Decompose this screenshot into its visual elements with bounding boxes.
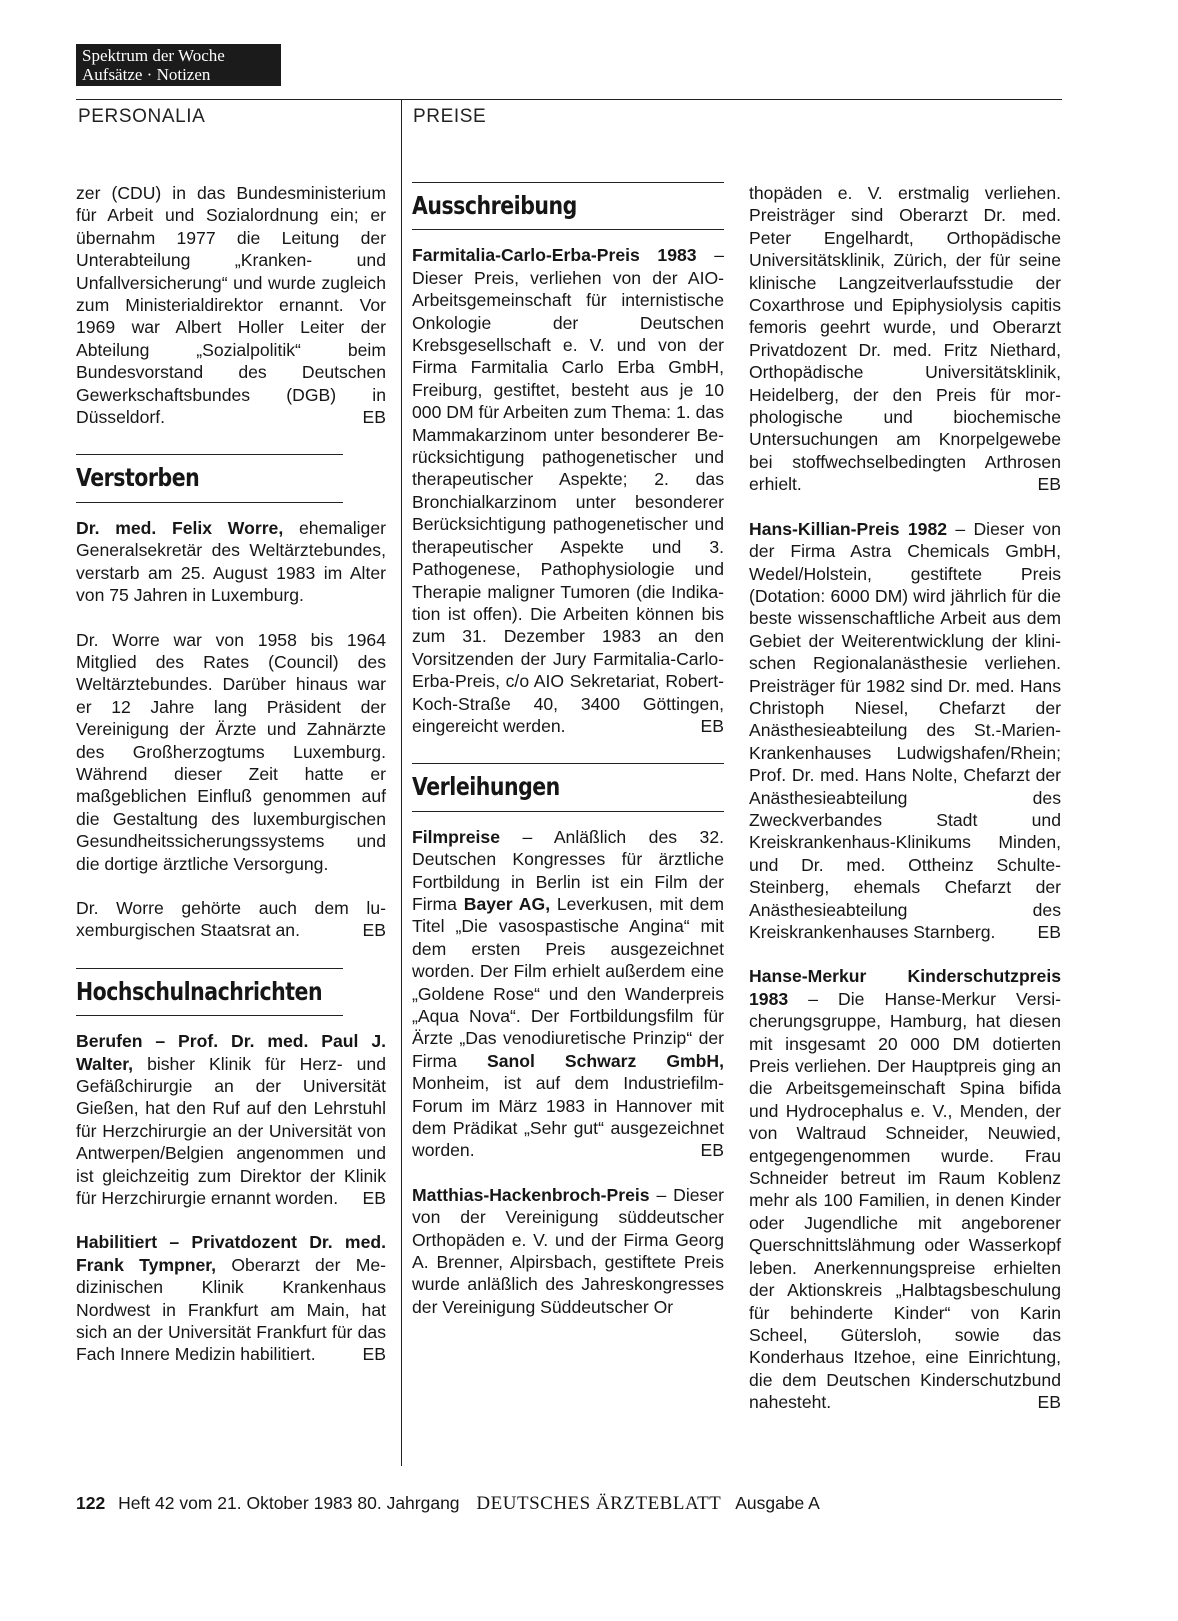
column-2 [412, 182, 724, 1340]
section-label-personalia: PERSONALIA [78, 106, 206, 127]
heading-rule [412, 229, 724, 230]
heading-text: Verstorben [76, 463, 200, 493]
section-heading-verstorben [76, 454, 343, 502]
author-sign: EB [1037, 474, 1061, 495]
article-paragraph [76, 1231, 386, 1365]
column-1 [76, 182, 386, 1388]
paragraph-lead: Habilitiert – Privatdozent Dr. med. Frank Tympner, [76, 1232, 386, 1275]
article-paragraph [76, 629, 386, 875]
article-paragraph [412, 244, 724, 737]
paragraph-text: – Anläßlich des 32. Deutschen Kongresses für ärztliche Fortbildung in Berlin ist ein Film der Firma [412, 826, 724, 914]
paragraph-lead: Matthias-Hackenbroch-Preis [412, 1184, 650, 1205]
author-sign: EB [700, 1140, 724, 1161]
paragraph-lead: Filmpreise [412, 826, 501, 847]
article-paragraph [76, 897, 386, 942]
article-paragraph [749, 965, 1061, 1413]
column-3 [749, 182, 1061, 1436]
heading-rule [76, 502, 343, 503]
article-paragraph [749, 182, 1061, 496]
section-heading-verleihungen [412, 763, 724, 811]
paragraph-lead: Hans-Killian-Preis 1982 [749, 518, 948, 539]
masthead-line-2: Aufsätze · Notizen [82, 65, 211, 84]
paragraph-text: – Dieser von der Vereinigung süddeutscher Orthopäden e. V. und der Firma Georg A. Brenner, Alpirsbach, gestiftete Preis wurde anläßlich des Jahreskongresses der Vereinigung Süddeutscher Or [412, 1184, 724, 1317]
paragraph-text: ehemaliger Generalsekretär des Weltärztebundes, verstarb am 25. August 1983 im Alter von 75 Jahren in Luxemburg. [76, 517, 386, 606]
company-name: Bayer AG, [463, 893, 551, 914]
paragraph-text: Oberarzt der Medizinischen Klinik Krankenhaus Nordwest in Frankfurt am Main, hat sich an der Universität Frankfurt für das Fach Innere Medizin habilitiert. [76, 1254, 386, 1365]
heading-rule [76, 1015, 343, 1016]
author-sign: EB [700, 715, 724, 736]
paragraph-text: Monheim, ist auf dem Industriefilm-Forum im März 1983 in Hannover mit dem Prädikat „Sehr gut“ ausgezeichnet worden. [412, 1073, 724, 1161]
paragraph-lead: Hanse-Merkur Kinderschutzpreis 1983 [749, 966, 1061, 1009]
author-sign: EB [1037, 922, 1061, 942]
paragraph-text: – Dieser Preis, verliehen von der AIO-Arbeitsgemeinschaft für internistische Onkologie der Deutschen Krebsgesellschaft e. V. und von der Firma Farmitalia Carlo Erba GmbH, Freiburg, gestiftet, besteht aus je 10 000 DM für Arbeiten zum Thema: 1. das Mammakarzinom unter besonderer Berücksichtigung pathogenetischer und therapeutischer Aspekte; 2. das Bronchialkarzinom unter besonderer Berücksichtigung pathogenetischer und therapeutischer Aspekte und 3. Pathogenese, Pathophysiologie und Therapie maligner Tumoren (die Indikation ist offen). Die Arbeiten können bis zum 31. Dezember 1983 an den Vorsitzenden der Jury Farmitalia-Carlo-Erba-Preis, c/o AIO Sekretariat, Robert-Koch-Straße 40, 3400 Göttingen, eingereicht werden. [412, 245, 724, 736]
paragraph-text: – Dieser von der Firma Astra Chemicals GmbH, Wedel/Holstein, gestiftete Preis (Dotation: 6000 DM) wird jährlich für die beste wissenschaftliche Arbeit aus dem Gebiet der Weiterentwicklung der klinischen Regionalanästhesie verliehen. Preisträger für 1982 sind Dr. med. Hans Christoph Niesel, Chefarzt der Anästhesieabteilung des St.-Marien-Krankenhauses Ludwigshafen/Rhein; Prof. Dr. med. Hans Nolte, Chefarzt der Anästhesieabteilung des Zweckverbandes Stadt und Kreiskrankenhaus-Klinikums Minden, und Dr. med. Ottheinz Schulte-Steinberg, ehemals Chefarzt der Anästhesieabteilung des Kreiskrankenhauses Starnberg. [749, 518, 1061, 942]
header-rule [76, 99, 1062, 100]
article-paragraph [76, 1030, 386, 1209]
paragraph-lead: Dr. med. Felix Worre, [76, 517, 284, 538]
author-sign: EB [362, 407, 386, 428]
column-divider [401, 99, 402, 1466]
article-paragraph [76, 517, 386, 607]
company-name: Sanol Schwarz GmbH, [486, 1050, 724, 1071]
paragraph-text: zer (CDU) in das Bundesministerium für Arbeit und Sozialordnung ein; er übernahm 1977 die Leitung der Unterabteilung „Kranken- und Unfallversicherung“ und wurde zugleich zum Ministerialdirektor ernannt. Vor 1969 war Albert Holler Leiter der Abteilung „Sozialpolitik“ beim Bundesvorstand des Deutschen Gewerkschaftsbundes (DGB) in Düsseldorf. [76, 183, 386, 428]
paragraph-text: – Die Hanse-Merkur Versicherungsgruppe, Hamburg, hat diesen mit insgesamt 20 000 DM dotierten Preis verliehen. Der Hauptpreis ging an die Arbeitsgemeinschaft Spina bifida und Hydrocephalus e. V., Menden, der von Waltraud Schneider, Neuwied, entgegengenommen wurde. Frau Schneider betreut im Raum Koblenz mehr als 100 Familien, in denen Kinder oder Jugendliche mit angeborener Querschnittslähmung oder Wasserkopf leben. Anerkennungspreise erhielten der Aktionskreis „Halbtagsbeschulung für behinderte Kinder“ von Karin Scheel, Gütersloh, sowie das Konderhaus Itzehoe, eine Einrichtung, die dem Deutschen Kinderschutzbund nahesteht. [749, 988, 1061, 1413]
heading-text: Ausschreibung [412, 191, 577, 220]
article-paragraph [412, 1184, 724, 1318]
masthead-line-1: Spektrum der Woche [82, 46, 225, 65]
journal-name: DEUTSCHES ÄRZTEBLATT [476, 1493, 722, 1514]
article-paragraph [749, 518, 1061, 944]
paragraph-text: Leverkusen, mit dem Titel „Die vasospastische Angina“ mit dem ersten Preis ausgezeichnet worden. Der Film erhielt außerdem eine „Goldene Rose“ und den Wanderpreis „Aqua Nova“. Der Fortbildungsfilm für Ärzte „Das venodiuretische Prinzip“ der Firma [412, 893, 724, 1071]
heading-rule [412, 811, 724, 812]
paragraph-text: Dr. Worre war von 1958 bis 1964 Mitglied des Rates (Council) des Weltärztebundes. Darüber hinaus war er 12 Jahre lang Präsident der Vereinigung der Ärzte und Zahnärzte des Großherzogtums Luxemburg. Während dieser Zeit hatte er maßgeblichen Einfluß genommen auf die Gestaltung des luxemburgischen Gesundheitssicherungssystems und die dortige ärztliche Versorgung. [76, 629, 386, 874]
article-paragraph [76, 182, 386, 428]
author-sign: EB [362, 1344, 386, 1365]
section-heading-ausschreibung [412, 182, 724, 230]
issue-info: Heft 42 vom 21. Oktober 1983 80. Jahrgang [118, 1493, 460, 1513]
article-paragraph [412, 826, 724, 1162]
page-footer [76, 1493, 820, 1515]
section-heading-hochschulnachrichten [76, 968, 343, 1016]
edition: Ausgabe A [735, 1493, 820, 1513]
author-sign: EB [362, 920, 386, 941]
author-sign: EB [1037, 1392, 1061, 1413]
heading-text: Hochschulnachrichten [76, 976, 323, 1006]
page-number: 122 [76, 1493, 106, 1513]
paragraph-text: bisher Klinik für Herz- und Gefäßchirurgie an der Universität Gießen, hat den Ruf auf den Lehrstuhl für Herzchirurgie an der Universität von Antwerpen/Belgien angenommen und ist gleichzeitig zum Direktor der Klinik für Herzchirurgie ernannt worden. [76, 1053, 386, 1209]
paragraph-text: thopäden e. V. erstmalig verliehen. Preisträger sind Oberarzt Dr. med. Peter Engelhardt, Orthopädische Universitätsklinik, Zürich, der für seine klinische Langzeitverlaufsstudie der Coxarthrose und Epiphysiolysis capitis femoris geehrt wurde, und Oberarzt Privatdozent Dr. med. Fritz Niethard, Orthopädische Universitätsklinik, Heidelberg, der den Preis für morphologische und biochemische Untersuchungen am Knorpelgewebe bei stoffwechselbedingten Arthrosen erhielt. [749, 183, 1061, 495]
paragraph-text: Dr. Worre gehörte auch dem luxemburgischen Staatsrat an. [76, 897, 386, 941]
paragraph-lead: Farmitalia-Carlo-Erba-Preis 1983 [412, 245, 697, 266]
paragraph-lead: Berufen – Prof. Dr. med. Paul J. Walter, [76, 1031, 386, 1074]
section-label-preise: PREISE [413, 106, 487, 127]
heading-text: Verleihungen [412, 772, 560, 802]
author-sign: EB [362, 1188, 386, 1209]
masthead [76, 44, 281, 86]
